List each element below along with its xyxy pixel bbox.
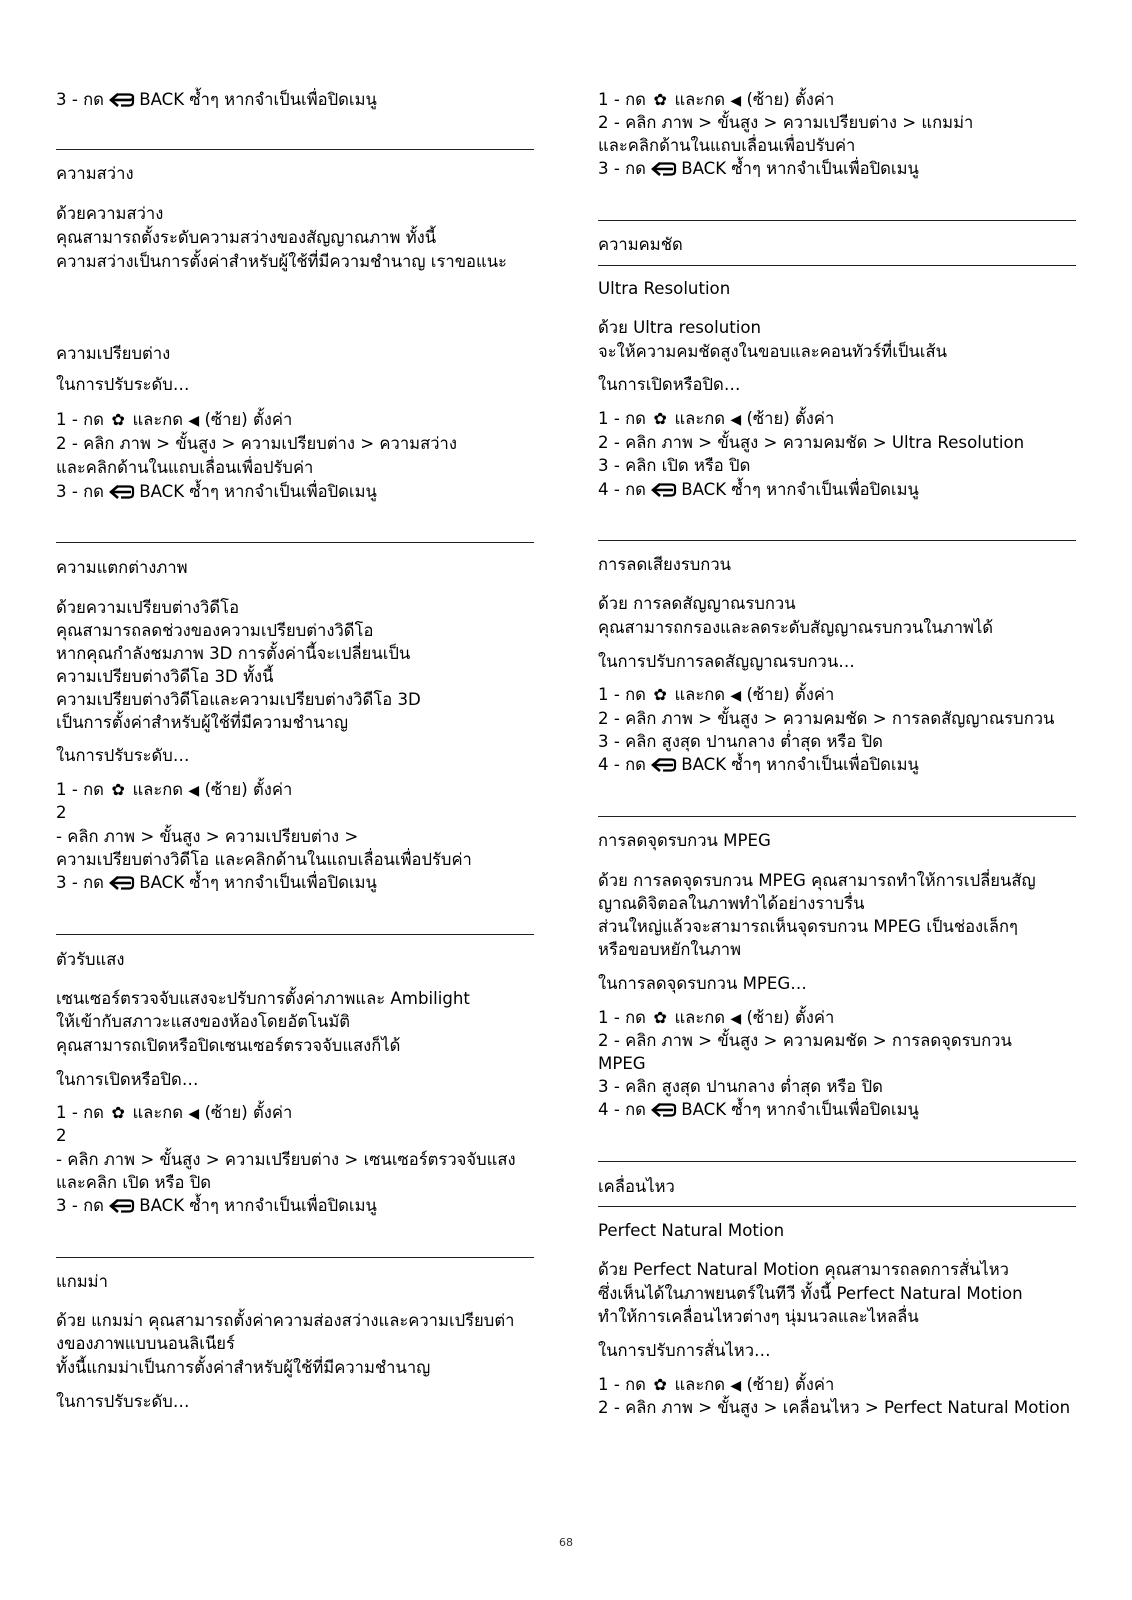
paragraph-line: ซึ่งเห็นได้ในภาพยนตร์ในทีวี ทั้งนี้ Perfect Natural Motion — [598, 1284, 1023, 1303]
paragraph-line: ให้เข้ากับสภาวะแสงของห้องโดยอัตโนมัติ — [56, 1012, 351, 1031]
step-line: 1 - กด ✿ และกด ◀ (ซ้าย) ตั้งค่า — [598, 1006, 834, 1030]
paragraph-line: ญาณดิจิตอลในภาพทำได้อย่างราบรื่น — [598, 894, 865, 913]
step-line: 3 - กด BACK ซ้ำๆ หากจำเป็นเพื่อปิดเมนู — [56, 1194, 377, 1218]
gear-icon: ✿ — [111, 780, 125, 799]
step-line: 1 - กด ✿ และกด ◀ (ซ้าย) ตั้งค่า — [56, 408, 292, 432]
step-line: 2 — [56, 1126, 67, 1145]
gear-icon: ✿ — [653, 685, 667, 704]
paragraph-line: คุณสามารถกรองและลดระดับสัญญาณรบกวนในภาพได้ — [598, 618, 994, 637]
paragraph-line: ในการเปิดหรือปิด… — [56, 1070, 199, 1089]
back-icon — [109, 1194, 139, 1218]
step-line: 1 - กด ✿ และกด ◀ (ซ้าย) ตั้งค่า — [56, 778, 292, 802]
step-line: 4 - กด BACK ซ้ำๆ หากจำเป็นเพื่อปิดเมนู — [598, 1098, 919, 1122]
left-arrow-icon: ◀ — [188, 783, 200, 799]
section-title: เคลื่อนไหว — [598, 1177, 675, 1196]
left-arrow-icon: ◀ — [188, 1106, 200, 1122]
step-line: 1 - กด ✿ และกด ◀ (ซ้าย) ตั้งค่า — [598, 407, 834, 431]
back-icon — [651, 478, 681, 502]
step-line: 3 - คลิก สูงสุด ปานกลาง ต่ำสุด หรือ ปิด — [598, 732, 883, 751]
step-line: 1 - กด ✿ และกด ◀ (ซ้าย) ตั้งค่า — [598, 88, 834, 112]
left-arrow-icon: ◀ — [730, 688, 742, 704]
step-line: 4 - กด BACK ซ้ำๆ หากจำเป็นเพื่อปิดเมนู — [598, 753, 919, 777]
paragraph-line: ทั้งนี้แกมม่าเป็นการตั้งค่าสำหรับผู้ใช้ที่มีความชำนาญ — [56, 1358, 431, 1377]
step-line: MPEG — [598, 1054, 646, 1073]
paragraph-line: ด้วย แกมม่า คุณสามารถตั้งค่าความส่องสว่างและความเปรียบต่า — [56, 1311, 515, 1330]
section-title: แกมม่า — [56, 1272, 108, 1291]
gear-icon: ✿ — [653, 409, 667, 428]
step-line: 2 - คลิก ภาพ > ขั้นสูง > ความคมชัด > Ultra Resolution — [598, 433, 1025, 452]
paragraph-line: ด้วยความสว่าง — [56, 204, 164, 223]
section-title: การลดเสียงรบกวน — [598, 555, 732, 574]
step-line: และคลิก เปิด หรือ ปิด — [56, 1173, 212, 1192]
step-line: 4 - กด BACK ซ้ำๆ หากจำเป็นเพื่อปิดเมนู — [598, 478, 919, 502]
section-title: ความคมชัด — [598, 235, 683, 254]
section-divider — [598, 1161, 1076, 1162]
step-line: 2 - คลิก ภาพ > ขั้นสูง > ความเปรียบต่าง > ความสว่าง — [56, 434, 457, 453]
paragraph-line: ความเปรียบต่างวิดีโอและความเปรียบต่างวิดีโอ 3D — [56, 690, 421, 709]
left-arrow-icon: ◀ — [730, 1011, 742, 1027]
paragraph-line: คุณสามารถเปิดหรือปิดเซนเซอร์ตรวจจับแสงก็ได้ — [56, 1036, 401, 1055]
step-line: - คลิก ภาพ > ขั้นสูง > ความเปรียบต่าง > เซนเซอร์ตรวจจับแสง — [56, 1150, 516, 1169]
left-arrow-icon: ◀ — [730, 93, 742, 109]
page-number: 68 — [559, 1536, 573, 1549]
gear-icon: ✿ — [111, 410, 125, 429]
step-line: และคลิกด้านในแถบเลื่อนเพื่อปรับค่า — [598, 136, 856, 155]
paragraph-line: ในการปรับการลดสัญญาณรบกวน… — [598, 652, 855, 671]
step-line: 3 - กด BACK ซ้ำๆ หากจำเป็นเพื่อปิดเมนู — [56, 871, 377, 895]
paragraph-line: ด้วยความเปรียบต่างวิดีโอ — [56, 598, 240, 617]
step-line: 2 - คลิก ภาพ > ขั้นสูง > ความคมชัด > การลดจุดรบกวน — [598, 1031, 1012, 1050]
gear-icon: ✿ — [111, 1103, 125, 1122]
paragraph-line: ทำให้การเคลื่อนไหวต่างๆ นุ่มนวลและไหลลื่น — [598, 1307, 919, 1326]
paragraph-line: หรือขอบหยักในภาพ — [598, 940, 742, 959]
section-divider — [598, 1206, 1076, 1207]
step-line: 2 — [56, 803, 67, 822]
paragraph-line: หากคุณกำลังชมภาพ 3D การตั้งค่านี้จะเปลี่ยนเป็น — [56, 644, 411, 663]
left-arrow-icon: ◀ — [730, 412, 742, 428]
section-title: ความสว่าง — [56, 164, 134, 183]
section-divider — [598, 265, 1076, 266]
paragraph-line: ความเปรียบต่างวิดีโอ 3D ทั้งนี้ — [56, 667, 274, 686]
step-line: ความเปรียบต่างวิดีโอ และคลิกด้านในแถบเลื่อนเพื่อปรับค่า — [56, 850, 472, 869]
step-line: 3 - กด BACK ซ้ำๆ หากจำเป็นเพื่อปิดเมนู — [56, 88, 377, 112]
paragraph-line: ส่วนใหญ่แล้วจะสามารถเห็นจุดรบกวน MPEG เป็นช่องเล็กๆ — [598, 917, 1018, 936]
paragraph-line: เซนเซอร์ตรวจจับแสงจะปรับการตั้งค่าภาพและ Ambilight — [56, 989, 470, 1008]
subsection-title: Ultra Resolution — [598, 279, 731, 298]
step-line: 2 - คลิก ภาพ > ขั้นสูง > ความเปรียบต่าง > แกมม่า — [598, 113, 974, 132]
step-line: 3 - คลิก สูงสุด ปานกลาง ต่ำสุด หรือ ปิด — [598, 1077, 883, 1096]
paragraph-line: ในการปรับระดับ… — [56, 1392, 190, 1411]
step-line: - คลิก ภาพ > ขั้นสูง > ความเปรียบต่าง > — [56, 827, 359, 846]
paragraph-line: เป็นการตั้งค่าสำหรับผู้ใช้ที่มีความชำนาญ — [56, 713, 348, 732]
back-icon — [651, 1098, 681, 1122]
paragraph-line: ด้วย การลดสัญญาณรบกวน — [598, 594, 796, 613]
section-divider — [598, 540, 1076, 541]
step-line: 2 - คลิก ภาพ > ขั้นสูง > ความคมชัด > การลดสัญญาณรบกวน — [598, 709, 1055, 728]
section-title: ตัวรับแสง — [56, 950, 125, 969]
paragraph-line: ความสว่างเป็นการตั้งค่าสำหรับผู้ใช้ที่มีความชำนาญ เราขอแนะ — [56, 252, 507, 271]
paragraph-line: ในการปรับระดับ… — [56, 375, 190, 394]
section-divider — [56, 542, 534, 543]
left-arrow-icon: ◀ — [730, 1378, 742, 1394]
step-line: 3 - กด BACK ซ้ำๆ หากจำเป็นเพื่อปิดเมนู — [598, 157, 919, 181]
gear-icon: ✿ — [653, 90, 667, 109]
back-icon — [651, 157, 681, 181]
section-divider — [598, 220, 1076, 221]
back-icon — [651, 753, 681, 777]
paragraph-line: ด้วย Perfect Natural Motion คุณสามารถลดการสั่นไหว — [598, 1260, 1009, 1279]
paragraph-line: ด้วย Ultra resolution — [598, 318, 761, 337]
section-divider — [598, 816, 1076, 817]
back-icon — [109, 480, 139, 504]
paragraph-line: ด้วย การลดจุดรบกวน MPEG คุณสามารถทำให้การเปลี่ยนสัญ — [598, 871, 1036, 890]
paragraph-line: ในการเปิดหรือปิด… — [598, 375, 741, 394]
section-title: การลดจุดรบกวน MPEG — [598, 831, 771, 850]
step-line: 1 - กด ✿ และกด ◀ (ซ้าย) ตั้งค่า — [56, 1101, 292, 1125]
paragraph-line: คุณสามารถลดช่วงของความเปรียบต่างวิดีโอ — [56, 621, 374, 640]
back-icon — [109, 88, 139, 112]
section-title: ความแตกต่างภาพ — [56, 558, 188, 577]
step-line: 2 - คลิก ภาพ > ขั้นสูง > เคลื่อนไหว > Perfect Natural Motion — [598, 1398, 1071, 1417]
section-title: ความเปรียบต่าง — [56, 344, 171, 363]
gear-icon: ✿ — [653, 1008, 667, 1027]
gear-icon: ✿ — [653, 1375, 667, 1394]
paragraph-line: ในการปรับการสั่นไหว… — [598, 1341, 771, 1360]
section-divider — [56, 1257, 534, 1258]
left-arrow-icon: ◀ — [188, 413, 200, 429]
step-line: 1 - กด ✿ และกด ◀ (ซ้าย) ตั้งค่า — [598, 1373, 834, 1397]
back-icon — [109, 871, 139, 895]
section-divider — [56, 149, 534, 150]
paragraph-line: งของภาพแบบนอนลิเนียร์ — [56, 1334, 235, 1353]
step-line: 3 - กด BACK ซ้ำๆ หากจำเป็นเพื่อปิดเมนู — [56, 480, 377, 504]
step-line: และคลิกด้านในแถบเลื่อนเพื่อปรับค่า — [56, 458, 314, 477]
step-line: 3 - คลิก เปิด หรือ ปิด — [598, 456, 751, 475]
paragraph-line: จะให้ความคมชัดสูงในขอบและคอนทัวร์ที่เป็นเส้น — [598, 342, 947, 361]
subsection-title: Perfect Natural Motion — [598, 1221, 785, 1240]
section-divider — [56, 934, 534, 935]
step-line: 1 - กด ✿ และกด ◀ (ซ้าย) ตั้งค่า — [598, 683, 834, 707]
paragraph-line: คุณสามารถตั้งระดับความสว่างของสัญญาณภาพ ทั้งนี้ — [56, 228, 437, 247]
paragraph-line: ในการลดจุดรบกวน MPEG… — [598, 974, 807, 993]
paragraph-line: ในการปรับระดับ… — [56, 746, 190, 765]
